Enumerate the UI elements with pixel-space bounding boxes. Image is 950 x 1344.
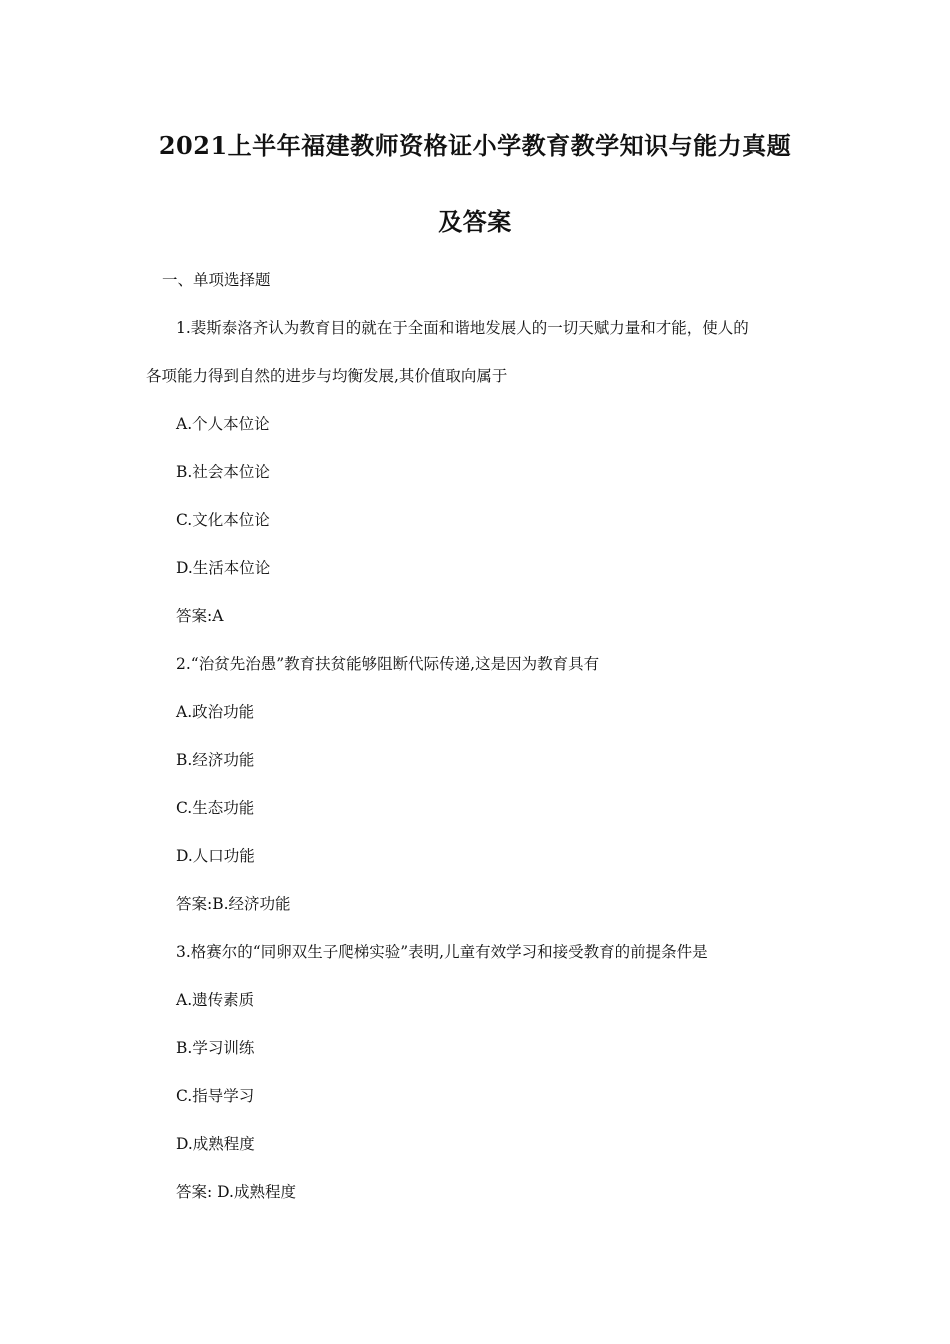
section-heading: 一、单项选择题 bbox=[162, 271, 271, 289]
question-1-option-b: B.社会本位论 bbox=[176, 463, 270, 481]
question-2-option-c: C.生态功能 bbox=[176, 799, 255, 817]
question-1-stem-line-2: 各项能力得到自然的进步与均衡发展,其价值取向属于 bbox=[146, 367, 508, 385]
question-3-option-a: A.遗传素质 bbox=[176, 991, 255, 1009]
question-3-option-d: D.成熟程度 bbox=[176, 1135, 255, 1153]
document-title-line-2: 及答案 bbox=[438, 207, 512, 236]
question-3-option-b: B.学习训练 bbox=[176, 1039, 255, 1057]
question-3-option-c: C.指导学习 bbox=[176, 1087, 255, 1105]
question-1-option-a: A.个人本位论 bbox=[176, 415, 270, 433]
question-2-answer: 答案:B.经济功能 bbox=[176, 895, 291, 913]
question-3-answer: 答案: D.成熟程度 bbox=[176, 1183, 296, 1201]
question-3-stem: 3.格赛尔的“同卵双生子爬梯实验”表明,儿童有效学习和接受教育的前提条件是 bbox=[176, 943, 708, 961]
question-1-option-c: C.文化本位论 bbox=[176, 511, 270, 529]
question-2-option-d: D.人口功能 bbox=[176, 847, 255, 865]
question-2-stem: 2.“治贫先治愚”教育扶贫能够阻断代际传递,这是因为教育具有 bbox=[176, 655, 600, 673]
question-1-option-d: D.生活本位论 bbox=[176, 559, 271, 577]
document-title-line-1: 2021上半年福建教师资格证小学教育教学知识与能力真题 bbox=[158, 131, 792, 160]
question-1-answer: 答案:A bbox=[176, 607, 224, 625]
question-2-option-a: A.政治功能 bbox=[176, 703, 255, 721]
question-2-option-b: B.经济功能 bbox=[176, 751, 255, 769]
question-1-stem-line-1: 1.裴斯泰洛齐认为教育目的就在于全面和谐地发展人的一切天赋力量和才能，使人的 bbox=[176, 319, 749, 337]
